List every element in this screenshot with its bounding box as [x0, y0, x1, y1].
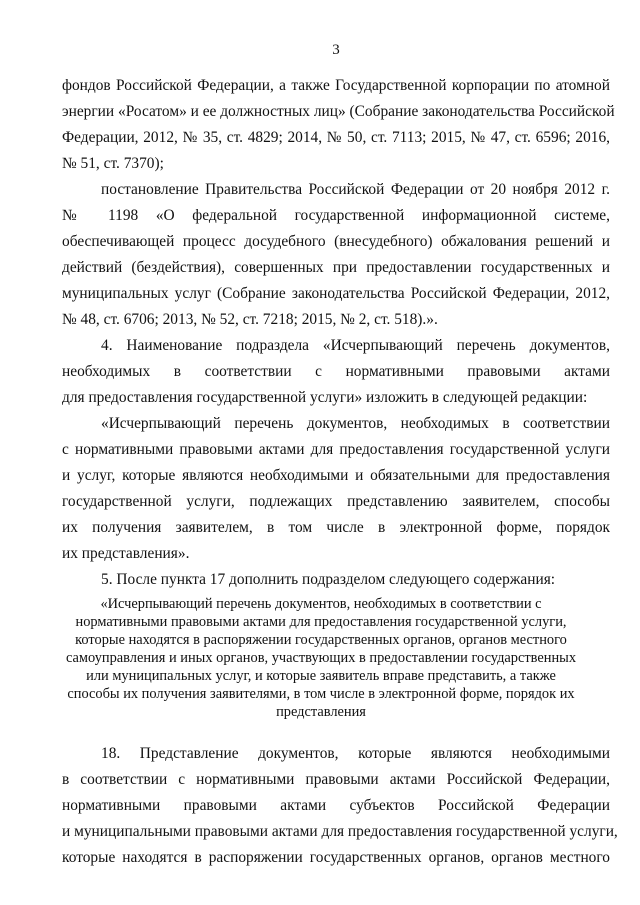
- text-line: 4. Наименование подраздела «Исчерпывающий перечень документов,: [101, 337, 610, 354]
- text-line: № 48, ст. 6706; 2013, № 52, ст. 7218; 2015, № 2, ст. 518).».: [62, 311, 438, 328]
- text-line: в соответствии с нормативными правовыми актами Российской Федерации,: [62, 771, 610, 788]
- text-line: № 51, ст. 7370);: [62, 155, 164, 172]
- text-line: которые находятся в распоряжении государственных органов, органов местного: [62, 849, 610, 866]
- text-line: фондов Российской Федерации, а также Государственной корпорации по атомной: [62, 77, 610, 94]
- text-line: их представления».: [62, 545, 190, 562]
- text-line: для предоставления государственной услуги» изложить в следующей редакции:: [62, 389, 588, 406]
- text-line: № 1198 «О федеральной государственной информационной системе,: [62, 207, 610, 224]
- text-line: «Исчерпывающий перечень документов, необходимых в соответствии: [101, 415, 610, 432]
- centered-line: которые находятся в распоряжении государственных органов, органов местного: [75, 632, 567, 648]
- text-line: необходимых в соответствии с нормативными правовыми актами: [62, 363, 610, 380]
- text-line: обеспечивающей процесс досудебного (внесудебного) обжалования решений и: [62, 233, 610, 250]
- page-number: 3: [332, 42, 340, 58]
- text-line: нормативными правовыми актами субъектов Российской Федерации: [62, 797, 610, 814]
- centered-line: способы их получения заявителями, в том числе в электронной форме, порядок их: [67, 686, 575, 702]
- centered-line: или муниципальных услуг, и которые заявитель вправе представить, а также: [86, 668, 556, 684]
- text-line: действий (бездействия), совершенных при предоставлении государственных и: [62, 259, 610, 276]
- text-line: 18. Представление документов, которые являются необходимыми: [101, 745, 610, 762]
- text-line: государственной услуги, подлежащих представлению заявителем, способы: [62, 493, 610, 510]
- centered-line: нормативными правовыми актами для предоставления государственной услуги,: [75, 614, 567, 630]
- centered-line: «Исчерпывающий перечень документов, необходимых в соответствии с: [100, 596, 542, 612]
- text-line: с нормативными правовыми актами для предоставления государственной услуги: [62, 441, 610, 458]
- text-line: и услуг, которые являются необходимыми и обязательными для предоставления: [62, 467, 610, 484]
- text-line: Федерации, 2012, № 35, ст. 4829; 2014, № 50, ст. 7113; 2015, № 47, ст. 6596; 2016,: [62, 129, 610, 146]
- centered-line: самоуправления и иных органов, участвующих в предоставлении государственных: [65, 650, 577, 666]
- text-line: энергии «Росатом» и ее должностных лиц» (Собрание законодательства Российской: [62, 103, 615, 120]
- text-line: их получения заявителем, в том числе в электронной форме, порядок: [62, 519, 610, 536]
- text-line: 5. После пункта 17 дополнить подразделом следующего содержания:: [101, 571, 556, 588]
- text-line: муниципальных услуг (Собрание законодательства Российской Федерации, 2012,: [62, 285, 610, 302]
- text-line: и муниципальными правовыми актами для предоставления государственной услуги,: [62, 823, 618, 840]
- text-line: постановление Правительства Российской Федерации от 20 ноября 2012 г.: [101, 181, 610, 198]
- centered-line: представления: [276, 704, 366, 720]
